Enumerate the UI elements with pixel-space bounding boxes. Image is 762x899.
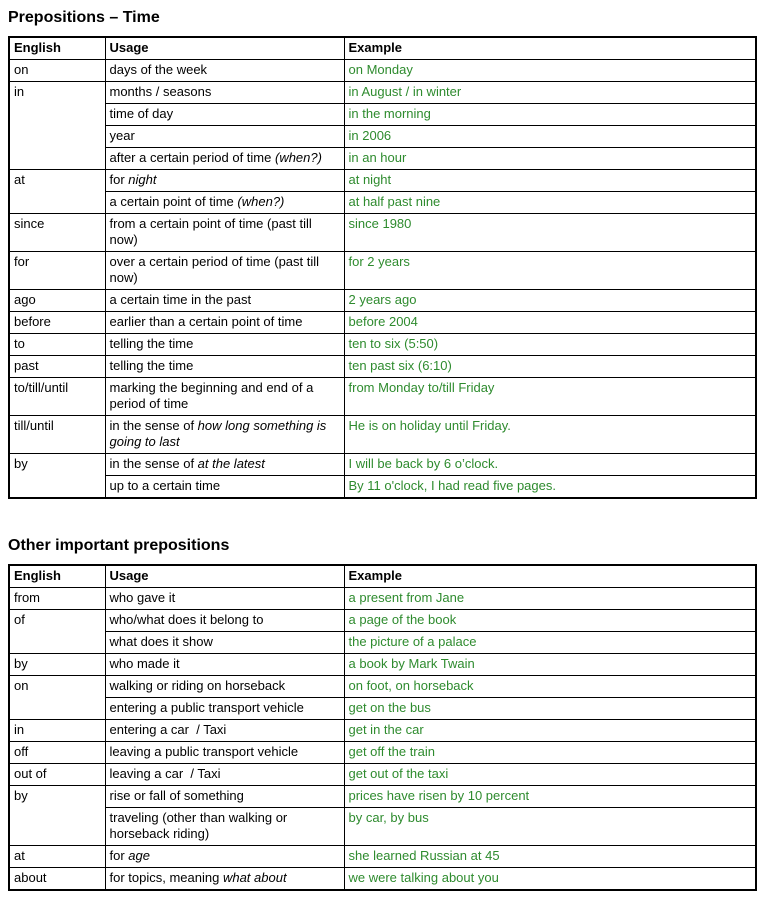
table-row — [9, 742, 756, 764]
cell-usage — [105, 60, 344, 82]
cell-usage — [105, 312, 344, 334]
cell-example: a page of the book — [344, 610, 756, 632]
table-row — [9, 60, 756, 82]
section-prepositions-time — [8, 8, 754, 499]
usage-segment: over a certain period of time (past till now) — [109, 254, 323, 285]
usage-segment: in the sense of — [109, 456, 198, 471]
cell-usage — [105, 290, 344, 312]
table-row — [9, 312, 756, 334]
usage-segment: time of day — [109, 106, 174, 121]
table-row — [9, 454, 756, 476]
usage-segment: in the sense of — [109, 418, 198, 433]
cell-english: to/till/until — [9, 378, 105, 416]
usage-segment: entering a car / Taxi — [109, 722, 227, 737]
column-header: Example — [344, 565, 756, 588]
cell-usage — [105, 632, 344, 654]
usage-segment: who gave it — [109, 590, 176, 605]
cell-example: in the morning — [344, 104, 756, 126]
usage-segment: a certain point of time — [109, 194, 238, 209]
cell-example: ten past six (6:10) — [344, 356, 756, 378]
cell-example: before 2004 — [344, 312, 756, 334]
table-row — [9, 676, 756, 698]
cell-example: get out of the taxi — [344, 764, 756, 786]
table-row — [9, 214, 756, 252]
column-header: English — [9, 37, 105, 60]
cell-english: ago — [9, 290, 105, 312]
cell-usage — [105, 846, 344, 868]
table-row — [9, 698, 756, 720]
table-row — [9, 334, 756, 356]
column-header: Example — [344, 37, 756, 60]
cell-example: in 2006 — [344, 126, 756, 148]
table-row — [9, 786, 756, 808]
usage-segment: from a certain point of time (past till now) — [109, 216, 316, 247]
cell-example: at half past nine — [344, 192, 756, 214]
cell-usage — [105, 454, 344, 476]
table-header-row — [9, 565, 756, 588]
table-row — [9, 82, 756, 104]
usage-italic-segment: (when?) — [274, 150, 322, 165]
cell-english: by — [9, 454, 105, 499]
table-row — [9, 764, 756, 786]
cell-example: a present from Jane — [344, 588, 756, 610]
prepositions-time-table — [8, 36, 757, 499]
column-header: English — [9, 565, 105, 588]
cell-english: for — [9, 252, 105, 290]
cell-english: by — [9, 654, 105, 676]
cell-english: off — [9, 742, 105, 764]
cell-example: on foot, on horseback — [344, 676, 756, 698]
table-row — [9, 808, 756, 846]
usage-segment: who/what does it belong to — [109, 612, 264, 627]
table-row — [9, 476, 756, 499]
cell-usage — [105, 104, 344, 126]
cell-english: past — [9, 356, 105, 378]
cell-english: in — [9, 82, 105, 170]
cell-usage — [105, 742, 344, 764]
usage-segment: traveling (other than walking or horseback riding) — [109, 810, 291, 841]
table-row — [9, 416, 756, 454]
cell-usage — [105, 82, 344, 104]
cell-english: at — [9, 170, 105, 214]
cell-example: in August / in winter — [344, 82, 756, 104]
table-row — [9, 192, 756, 214]
usage-italic-segment: age — [128, 848, 150, 863]
column-header: Usage — [105, 37, 344, 60]
cell-usage — [105, 786, 344, 808]
cell-english: till/until — [9, 416, 105, 454]
table-row — [9, 126, 756, 148]
section-title: Other important prepositions — [8, 537, 230, 554]
table-header — [9, 37, 756, 60]
cell-usage — [105, 868, 344, 891]
cell-usage — [105, 378, 344, 416]
usage-italic-segment: (when?) — [237, 194, 285, 209]
cell-english: out of — [9, 764, 105, 786]
usage-segment: after a certain period of time — [109, 150, 275, 165]
cell-usage — [105, 170, 344, 192]
cell-example: ten to six (5:50) — [344, 334, 756, 356]
cell-english: on — [9, 676, 105, 720]
table-row — [9, 378, 756, 416]
usage-segment: leaving a car / Taxi — [109, 766, 221, 781]
cell-example: 2 years ago — [344, 290, 756, 312]
table-body — [9, 588, 756, 891]
cell-example: for 2 years — [344, 252, 756, 290]
cell-usage — [105, 214, 344, 252]
table-row — [9, 632, 756, 654]
cell-english: on — [9, 60, 105, 82]
cell-example: since 1980 — [344, 214, 756, 252]
cell-english: at — [9, 846, 105, 868]
usage-segment: telling the time — [109, 358, 194, 373]
cell-english: by — [9, 786, 105, 846]
table-row — [9, 654, 756, 676]
table-row — [9, 170, 756, 192]
usage-segment: walking or riding on horseback — [109, 678, 286, 693]
cell-english: to — [9, 334, 105, 356]
cell-example: get off the train — [344, 742, 756, 764]
cell-usage — [105, 148, 344, 170]
cell-example: By 11 o'clock, I had read five pages. — [344, 476, 756, 499]
cell-example: by car, by bus — [344, 808, 756, 846]
cell-usage — [105, 698, 344, 720]
usage-italic-segment: night — [128, 172, 157, 187]
cell-usage — [105, 252, 344, 290]
cell-english: in — [9, 720, 105, 742]
table-row — [9, 148, 756, 170]
table-row — [9, 290, 756, 312]
cell-usage — [105, 126, 344, 148]
table-row — [9, 588, 756, 610]
cell-usage — [105, 356, 344, 378]
usage-segment: earlier than a certain point of time — [109, 314, 303, 329]
section-other-prepositions — [8, 536, 754, 891]
usage-segment: a certain time in the past — [109, 292, 252, 307]
cell-example: the picture of a palace — [344, 632, 756, 654]
usage-segment: for topics, meaning — [109, 870, 223, 885]
cell-example: get on the bus — [344, 698, 756, 720]
cell-usage — [105, 654, 344, 676]
cell-usage — [105, 416, 344, 454]
table-row — [9, 868, 756, 891]
cell-usage — [105, 720, 344, 742]
cell-example: a book by Mark Twain — [344, 654, 756, 676]
usage-segment: up to a certain time — [109, 478, 221, 493]
cell-example: from Monday to/till Friday — [344, 378, 756, 416]
table-row — [9, 356, 756, 378]
usage-italic-segment: what about — [222, 870, 287, 885]
table-row — [9, 720, 756, 742]
cell-usage — [105, 588, 344, 610]
usage-segment: leaving a public transport vehicle — [109, 744, 299, 759]
table-header — [9, 565, 756, 588]
cell-example: she learned Russian at 45 — [344, 846, 756, 868]
usage-segment: months / seasons — [109, 84, 212, 99]
cell-usage — [105, 476, 344, 499]
other-prepositions-table — [8, 564, 757, 891]
cell-usage — [105, 334, 344, 356]
cell-usage — [105, 192, 344, 214]
usage-segment: days of the week — [109, 62, 208, 77]
table-row — [9, 104, 756, 126]
cell-example: at night — [344, 170, 756, 192]
usage-italic-segment: how long something is going to last — [109, 418, 330, 449]
cell-example: I will be back by 6 o’clock. — [344, 454, 756, 476]
usage-italic-segment: at the latest — [197, 456, 265, 471]
usage-segment: entering a public transport vehicle — [109, 700, 304, 715]
cell-usage — [105, 764, 344, 786]
table-row — [9, 846, 756, 868]
table-body — [9, 60, 756, 499]
cell-english: before — [9, 312, 105, 334]
usage-segment: rise or fall of something — [109, 788, 244, 803]
cell-example: in an hour — [344, 148, 756, 170]
cell-usage — [105, 610, 344, 632]
cell-example: prices have risen by 10 percent — [344, 786, 756, 808]
cell-english: from — [9, 588, 105, 610]
cell-english: of — [9, 610, 105, 654]
usage-segment: what does it show — [109, 634, 213, 649]
page-title: Prepositions – Time — [8, 9, 160, 26]
usage-segment: for — [109, 172, 129, 187]
cell-usage — [105, 676, 344, 698]
usage-segment: for — [109, 848, 129, 863]
cell-english: about — [9, 868, 105, 891]
cell-english: since — [9, 214, 105, 252]
column-header: Usage — [105, 565, 344, 588]
cell-example: get in the car — [344, 720, 756, 742]
cell-example: on Monday — [344, 60, 756, 82]
table-row — [9, 610, 756, 632]
table-header-row — [9, 37, 756, 60]
cell-example: He is on holiday until Friday. — [344, 416, 756, 454]
cell-example: we were talking about you — [344, 868, 756, 891]
usage-segment: telling the time — [109, 336, 194, 351]
usage-segment: who made it — [109, 656, 180, 671]
cell-usage — [105, 808, 344, 846]
usage-segment: year — [109, 128, 135, 143]
table-row — [9, 252, 756, 290]
usage-segment: marking the beginning and end of a period of time — [109, 380, 317, 411]
